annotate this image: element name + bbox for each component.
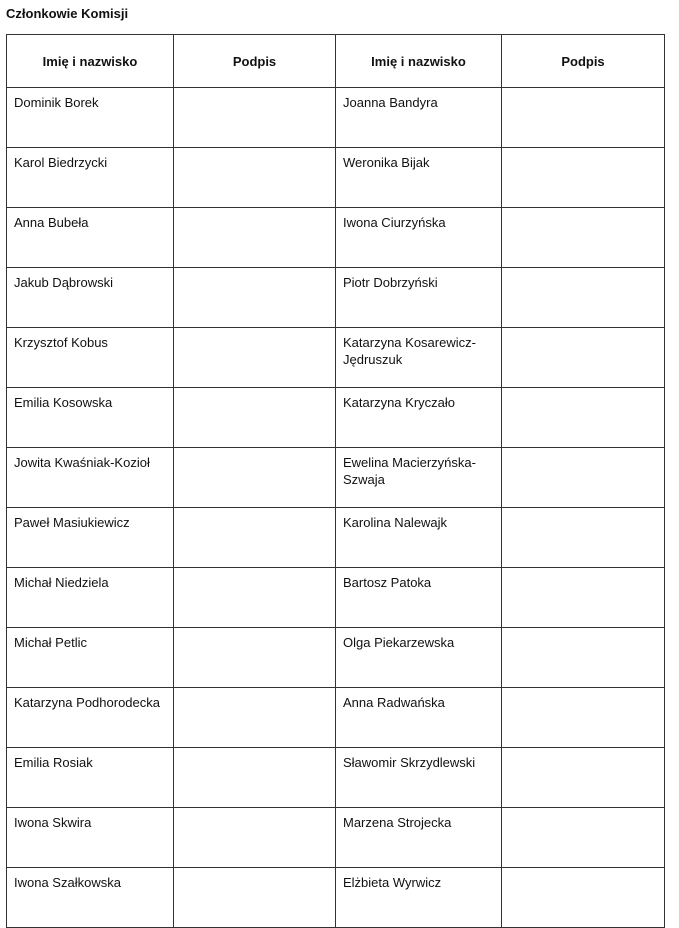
member-name-cell: Iwona Ciurzyńska — [336, 208, 502, 268]
member-name-cell: Anna Radwańska — [336, 688, 502, 748]
member-name-cell: Bartosz Patoka — [336, 568, 502, 628]
members-table-body — [7, 88, 665, 928]
member-name-cell: Sławomir Skrzydlewski — [336, 748, 502, 808]
table-row — [7, 448, 665, 508]
table-row — [7, 508, 665, 568]
member-name-cell: Michał Niedziela — [7, 568, 174, 628]
member-name-cell: Elżbieta Wyrwicz — [336, 868, 502, 928]
member-name-cell: Emilia Rosiak — [7, 748, 174, 808]
signature-cell[interactable] — [502, 268, 665, 328]
members-table — [6, 34, 665, 928]
member-name-cell: Dominik Borek — [7, 88, 174, 148]
member-name-cell: Marzena Strojecka — [336, 808, 502, 868]
signature-cell[interactable] — [174, 448, 336, 508]
member-name-cell: Katarzyna Kryczało — [336, 388, 502, 448]
column-header-name: Imię i nazwisko — [336, 35, 502, 88]
member-name-cell: Jowita Kwaśniak-Kozioł — [7, 448, 174, 508]
signature-cell[interactable] — [502, 448, 665, 508]
member-name-cell: Joanna Bandyra — [336, 88, 502, 148]
column-header-signature: Podpis — [502, 35, 665, 88]
table-row — [7, 628, 665, 688]
signature-cell[interactable] — [174, 508, 336, 568]
signature-cell[interactable] — [174, 388, 336, 448]
member-name-cell: Karol Biedrzycki — [7, 148, 174, 208]
signature-cell[interactable] — [174, 868, 336, 928]
page-title: Członkowie Komisji — [6, 6, 129, 21]
header-row — [7, 35, 665, 88]
member-name-cell: Michał Petlic — [7, 628, 174, 688]
signature-cell[interactable] — [174, 568, 336, 628]
table-row — [7, 148, 665, 208]
signature-cell[interactable] — [502, 328, 665, 388]
signature-cell[interactable] — [502, 868, 665, 928]
signature-cell[interactable] — [174, 328, 336, 388]
signature-cell[interactable] — [502, 748, 665, 808]
member-name-cell: Emilia Kosowska — [7, 388, 174, 448]
table-row — [7, 808, 665, 868]
signature-cell[interactable] — [502, 808, 665, 868]
member-name-cell: Karolina Nalewajk — [336, 508, 502, 568]
table-row — [7, 568, 665, 628]
signature-cell[interactable] — [174, 88, 336, 148]
table-row — [7, 328, 665, 388]
signature-cell[interactable] — [174, 688, 336, 748]
member-name-cell: Weronika Bijak — [336, 148, 502, 208]
table-row — [7, 208, 665, 268]
signature-cell[interactable] — [174, 628, 336, 688]
signature-cell[interactable] — [502, 628, 665, 688]
table-row — [7, 388, 665, 448]
signature-cell[interactable] — [502, 568, 665, 628]
member-name-cell: Katarzyna Kosarewicz-Jędruszuk — [336, 328, 502, 388]
table-row — [7, 868, 665, 928]
table-row — [7, 688, 665, 748]
signature-cell[interactable] — [502, 388, 665, 448]
signature-cell[interactable] — [174, 748, 336, 808]
table-row — [7, 748, 665, 808]
signature-cell[interactable] — [502, 148, 665, 208]
column-header-name: Imię i nazwisko — [7, 35, 174, 88]
member-name-cell: Krzysztof Kobus — [7, 328, 174, 388]
member-name-cell: Paweł Masiukiewicz — [7, 508, 174, 568]
member-name-cell: Anna Bubeła — [7, 208, 174, 268]
signature-cell[interactable] — [502, 508, 665, 568]
signature-cell[interactable] — [502, 88, 665, 148]
signature-cell[interactable] — [502, 208, 665, 268]
signature-cell[interactable] — [502, 688, 665, 748]
member-name-cell: Iwona Skwira — [7, 808, 174, 868]
member-name-cell: Katarzyna Podhorodecka — [7, 688, 174, 748]
member-name-cell: Jakub Dąbrowski — [7, 268, 174, 328]
signature-cell[interactable] — [174, 208, 336, 268]
signature-cell[interactable] — [174, 808, 336, 868]
member-name-cell: Iwona Szałkowska — [7, 868, 174, 928]
member-name-cell: Olga Piekarzewska — [336, 628, 502, 688]
table-row — [7, 88, 665, 148]
member-name-cell: Piotr Dobrzyński — [336, 268, 502, 328]
column-header-signature: Podpis — [174, 35, 336, 88]
table-row — [7, 268, 665, 328]
member-name-cell: Ewelina Macierzyńska-Szwaja — [336, 448, 502, 508]
signature-cell[interactable] — [174, 268, 336, 328]
signature-cell[interactable] — [174, 148, 336, 208]
